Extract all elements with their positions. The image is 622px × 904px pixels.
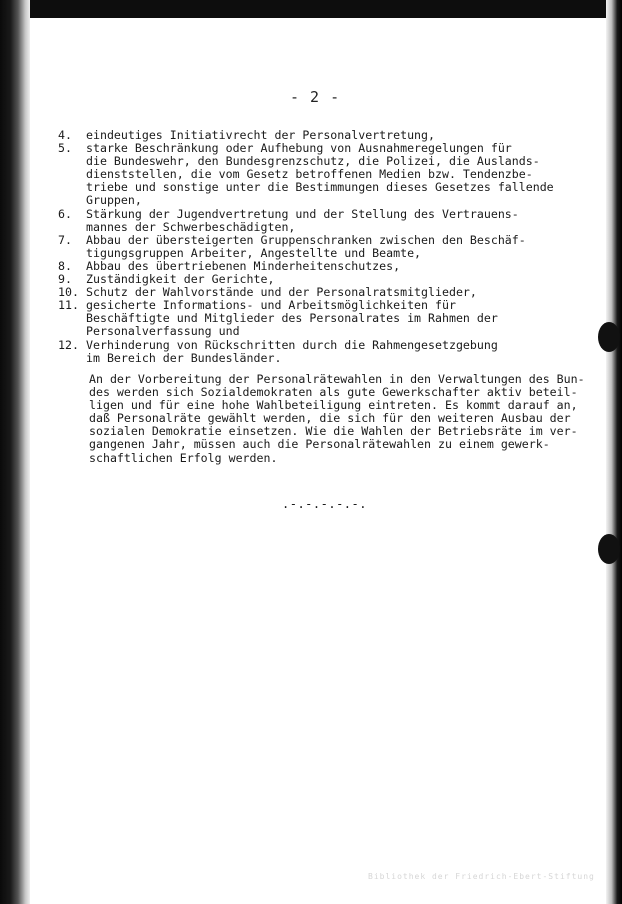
list-item xyxy=(58,339,578,365)
list-item xyxy=(58,142,578,207)
list-item-text: gesicherte Informations- und Arbeitsmöglichkeiten für Beschäftigte und Mitglieder des Personalrates im Rahmen der Personalverfassung und xyxy=(86,298,498,339)
end-mark: .-.-.-.-.-. xyxy=(282,497,367,511)
list-item xyxy=(58,299,578,338)
scan-border-top xyxy=(0,0,622,18)
list-item-text: starke Beschränkung oder Aufhebung von Ausnahmeregelungen für die Bundeswehr, den Bundesgrenzschutz, die Polizei, die Auslands- dienststellen, die vom Gesetz betroffenen Medien bzw. Tendenzbe- triebe und sonstige unter die Bestimmungen dieses Gesetzes fallende Gruppen, xyxy=(86,141,554,208)
list-item-number: 8. xyxy=(58,258,72,273)
faint-footer-stamp: Bibliothek der Friedrich-Ebert-Stiftung xyxy=(368,872,595,881)
list-item-text: Abbau der übersteigerten Gruppenschranken zwischen den Beschäf- tigungsgruppen Arbeiter, Angestellte und Beamte, xyxy=(86,232,526,260)
demands-list xyxy=(58,129,578,365)
scan-border-left xyxy=(0,0,30,904)
list-item xyxy=(58,234,578,260)
list-item-number: 7. xyxy=(58,232,72,247)
list-item-text: eindeutiges Initiativrecht der Personalvertretung, xyxy=(86,128,436,142)
list-item-text: Stärkung der Jugendvertretung und der Stellung des Vertrauens- mannes der Schwerbeschädigten, xyxy=(86,206,519,234)
list-item-number: 12. xyxy=(58,337,79,352)
list-item-number: 6. xyxy=(58,206,72,221)
list-item-number: 9. xyxy=(58,272,72,287)
closing-paragraph: An der Vorbereitung der Personalrätewahlen in den Verwaltungen des Bun- des werden sich Sozialdemokraten als gute Gewerkschafter aktiv beteil- ligen und für eine hohe Wahlbeteiligung eintreten. Es kommt darauf an, daß Personalräte gewählt werden, die sich für den weiteren Ausbau der sozialen Demokratie einsetzen. Wie die Wahlen der Betriebsräte im ver- gangenen Jahr, müssen auch die Personalrätewahlen zu einem gewerk- schaftlichen Erfolg werden. xyxy=(89,372,585,465)
list-item-number: 11. xyxy=(58,298,79,313)
list-item-text: Zuständigkeit der Gerichte, xyxy=(86,272,275,287)
list-item-text: Abbau des übertriebenen Minderheitenschutzes, xyxy=(86,258,401,273)
page-number: - 2 - xyxy=(290,88,341,106)
list-item-number: 10. xyxy=(58,285,79,300)
list-item-number: 5. xyxy=(58,141,72,156)
list-item-text: Schutz der Wahlvorstände und der Personalratsmitglieder, xyxy=(86,285,477,300)
list-item-number: 4. xyxy=(58,128,72,142)
list-item xyxy=(58,208,578,234)
list-item-text: Verhinderung von Rückschritten durch die Rahmengesetzgebung im Bereich der Bundesländer. xyxy=(86,337,498,365)
